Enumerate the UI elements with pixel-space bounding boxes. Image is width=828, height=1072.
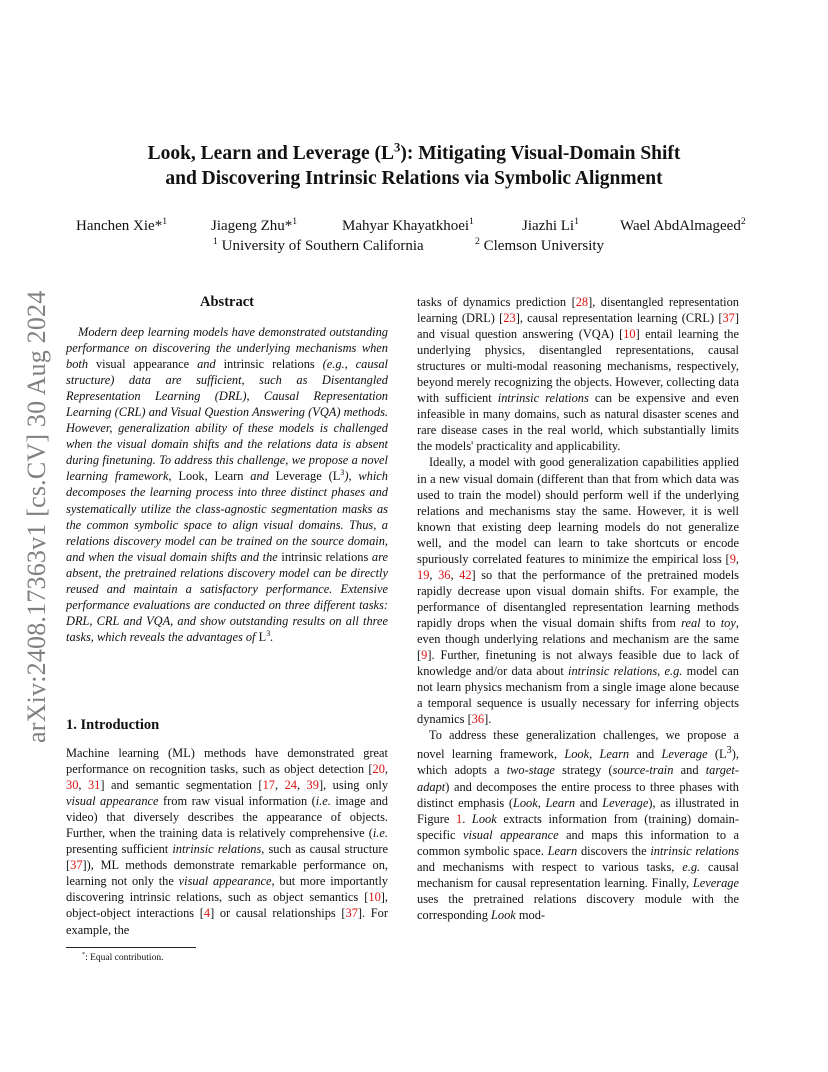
citation-link[interactable]: 28 [575,295,589,309]
citation-link[interactable]: 10 [623,327,636,342]
abstract-body: Modern deep learning models have demonstrated outstanding performance on discovering the underlying mechanisms when both visual appearance and intrinsic relations (e.g., causal structure) data are sufficient, such as Disentangled Representation Learning (DRL), Causal Representation Learning (CRL) and Visual Question Answering (VQA) methods. However, generalization ability of these models is challenged when the visual domain shifts and the relations data is absent during finetuning. To address this challenge, we propose a novel learning framework, Look, Learn and Leverage $(L^3)$, which decomposes the learning process into three distinct phases and systematically utilize the class-agnostic segmentation masks as the common symbolic space to align visual domains. Thus, a relations discovery model can be trained on the source domain, and when the visual domain shifts and the intrinsic relations are absent, the pretrained relations discovery model can be directly reused and maintain a satisfactory performance. Extensive performance evaluations are conducted on three different tasks: DRL, CRL and VQA, and show outstanding results on all three tasks, which reveals the advantages of $L^3$. [66,325,389,644]
introduction-body: Machine learning (ML) methods have demonstrated great performance on recognition tasks, such as object detection [20, 30, 31] and semantic segmentation [17, 24, 39], using only visual appearance from raw visual information (i.e. image and video) that diversely describes the appearance of objects. Further, when the training data is relatively comprehensive (i.e. presenting sufficient intrinsic relations, such as causal structure [37]), ML methods demonstrate remarkable performance on, learning not only the visual appearance, but more importantly discovering intrinsic relations, such as object semantics [10], object-object interactions [4] or causal relationships [37]. For example, the [66,746,389,937]
citation-link[interactable]: 31 [87,778,101,793]
citation-link[interactable]: 4 [203,906,211,921]
citation-link[interactable]: 10 [368,890,381,905]
paragraph: To address these generalization challenges, we propose a novel learning framework, Look, Learn and Leverage $(L^3)$, which adopts a two-stage strategy (source-train and target-adapt) and decomposes the entire process to three phases with distinct emphasis (Look, Learn and Leverage), as illustrated in Figure 1. Look extracts information from (training) domain-specific visual appearance and maps this information to a common symbolic space. Learn discovers the intrinsic relations and mechanisms with respect to various tasks, e.g. causal mechanism for causal representation learning. Finally, Leverage uses the pretrained relations discovery module with the corresponding Look mod- [417,728,739,922]
figure-link[interactable]: 1 [455,811,463,826]
author: Wael AbdAlmageed$^2$ [620,216,746,234]
citation-link[interactable]: 20 [372,762,385,777]
affiliation: $^1$ University of Southern California [213,236,424,254]
arxiv-identifier: arXiv:2408.17363v1 [cs.CV] 30 Aug 2024 [22,290,51,744]
citation-link[interactable]: 37 [722,311,735,326]
citation-link[interactable]: 30 [66,778,79,793]
right-column-body [417,294,739,923]
paragraph: tasks of dynamics prediction [28], disentangled representation learning (DRL) [23], causal representation learning (CRL) [37] and visual question answering (VQA) [10] entail learning the underlying physics, disentangled representations, causal structures or multi-modal reasoning mechanisms, respectively, beyond merely recognizing the objects. However, collecting data with sufficient intrinsic relations can be expensive and even infeasible in many domains, such as natural disaster scenes and rare disease cases in the real world, which substantially limits the models' practicality and applicability. [417,295,739,454]
section-heading: 1. Introduction [66,717,160,733]
citation-link[interactable]: 42 [459,567,472,582]
abstract-heading: Abstract [200,294,254,310]
paper-title: Look, Learn and Leverage $(L^3)$: Mitigating Visual-Domain Shift and Discovering Intrinsic Relations via Symbolic Alignment [147,140,681,189]
citation-link[interactable]: 9 [421,648,428,663]
footnote-rule [66,947,196,948]
citation-link[interactable]: 36 [438,567,451,582]
author: Jiazhi Li$^1$ [522,216,579,234]
affiliation: $^2$ Clemson University [475,236,605,254]
author-list [76,218,766,238]
paragraph: Ideally, a model with good generalization capabilities applied in a new visual domain (different than that from which data was used to train the model) should perform well if the underlying relations and mechanisms stay the same. However, it is well known that existing deep learning models do not generalize well, and the model can learn to take shortcuts or encode spuriously correlated features to minimize the empirical loss [9, 19, 36, 42] so that the performance of the pretrained models rapidly decrease upon visual domain shifts. For example, the performance of disentangled representation learning methods rapidly drops when the visual domain shifts from real to toy, even though underlying relations and mechanism are the same [9]. Further, finetuning is not always feasible due to lack of knowledge and/or data about intrinsic relations, e.g. model can not learn physics mechanism from a single image alone because a temporal sequence is usually necessary for inferring objects dynamics [36]. [417,455,739,727]
citation-link[interactable]: 19 [417,567,430,582]
author: Jiageng Zhu*$^1$ [211,216,298,234]
affiliation-list [100,238,728,258]
citation-link[interactable]: 9 [729,551,736,566]
author: Hanchen Xie*$^1$ [76,216,168,234]
citation-link[interactable]: 39 [306,778,319,793]
citation-link[interactable]: 24 [284,778,297,793]
citation-link[interactable]: 37 [70,858,83,873]
citation-link[interactable]: 17 [262,778,275,793]
citation-link[interactable]: 23 [503,311,516,326]
author: Mahyar Khayatkhoei$^1$ [342,216,474,234]
citation-link[interactable]: 37 [345,906,358,921]
citation-link[interactable]: 36 [471,712,485,727]
footnote: *: Equal contribution. [82,951,164,963]
